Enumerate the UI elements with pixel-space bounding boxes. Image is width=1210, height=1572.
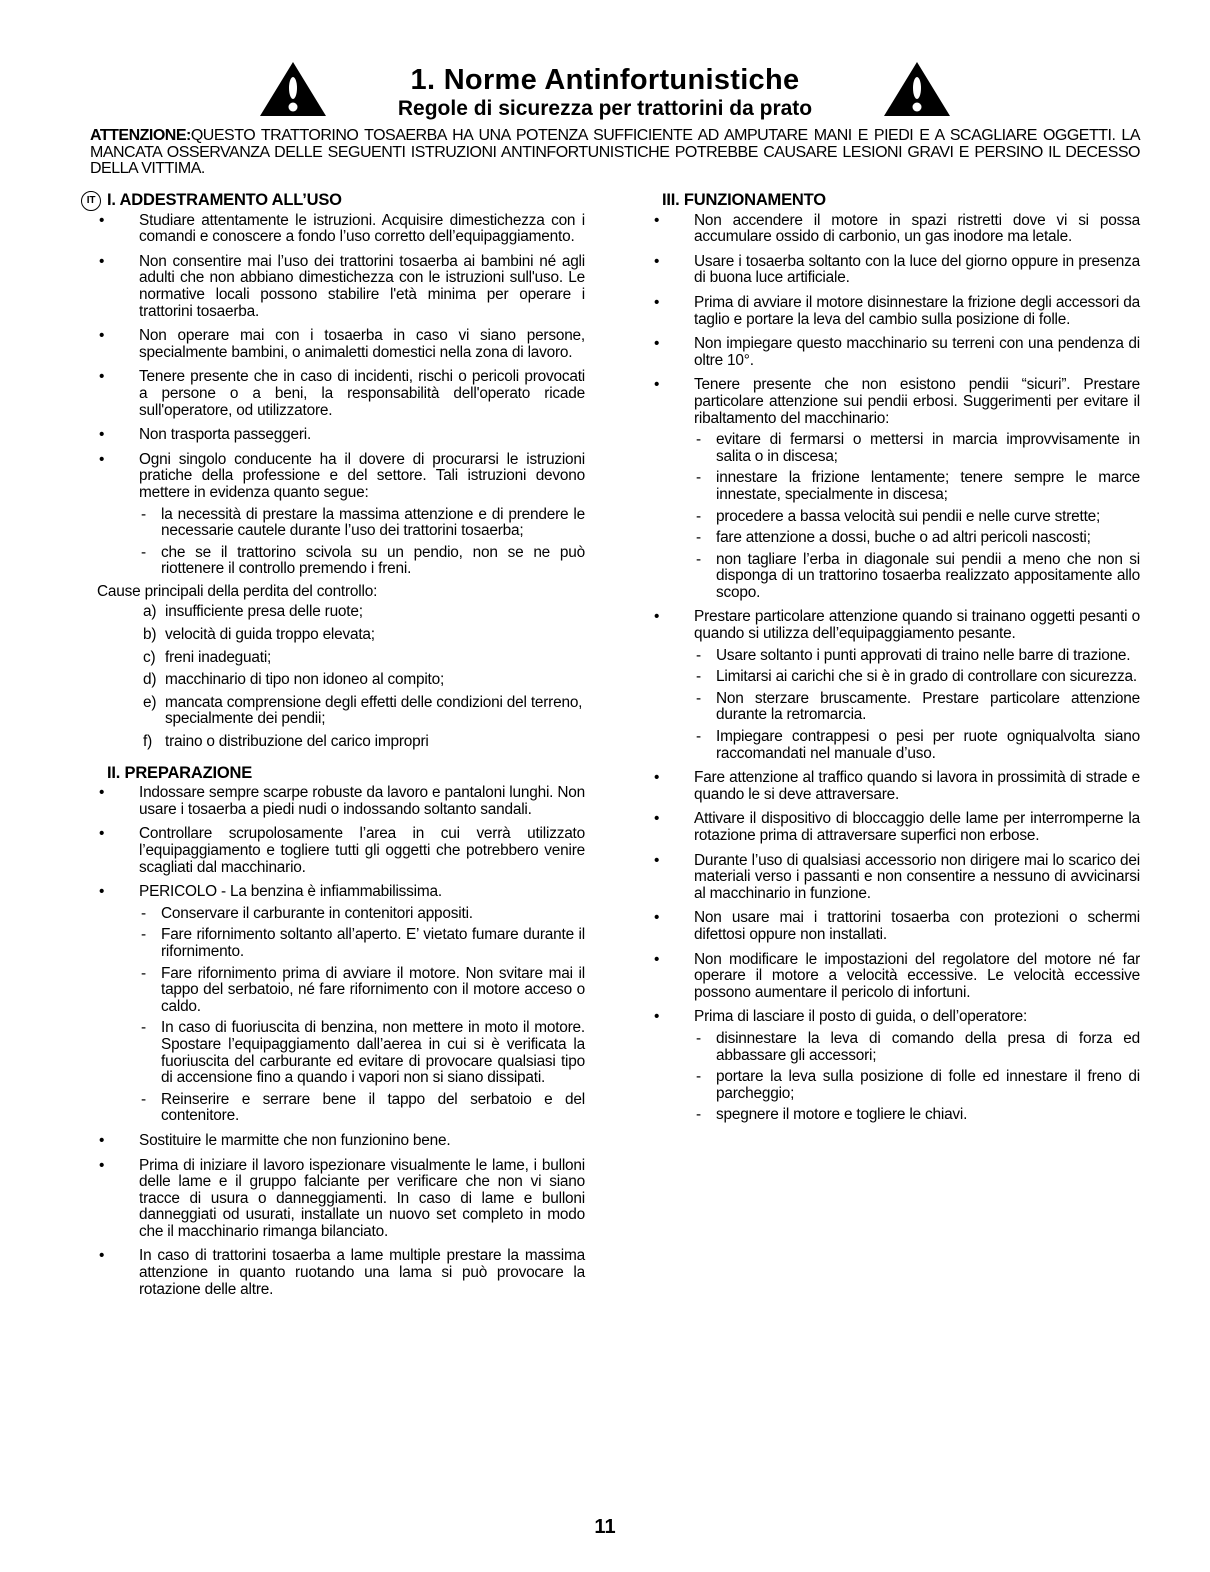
- bullet-item: [652, 377, 1140, 427]
- sub-item-text: disinnestare la leva di comando della presa di forza ed abbassare gli accessori;: [716, 1029, 1140, 1064]
- bullet-item-text: Fare attenzione al traffico quando si lavora in prossimità di strade e quando le si deve attraversare.: [694, 769, 1140, 803]
- bullet-item: [652, 254, 1140, 287]
- bullet-icon: •: [99, 426, 105, 444]
- bullet-item: [652, 1009, 1140, 1026]
- dash-icon: -: [696, 550, 701, 568]
- bullet-item-text: In caso di trattorini tosaerba a lame multiple prestare la massima attenzione in quanto ruotando una lama si può provocare la rotazione delle altre.: [139, 1247, 585, 1298]
- lettered-item: [97, 695, 585, 728]
- bullet-item: [97, 328, 585, 361]
- sub-item: [652, 1069, 1140, 1102]
- bullet-item: [652, 213, 1140, 246]
- bullet-item: [652, 811, 1140, 844]
- sub-item: [652, 1107, 1140, 1124]
- bullet-item-text: Controllare scrupolosamente l’area in cui verrà utilizzato l’equipaggiamento e togliere tutti gli oggetti che potrebbero venire scagliati dal macchinario.: [139, 825, 585, 876]
- attention-label: ATTENZIONE:: [90, 127, 191, 144]
- bullet-item-text: Non operare mai con i tosaerba in caso vi siano persone, specialmente bambini, o animaletti domestici nella zona di lavoro.: [139, 327, 585, 361]
- bullet-item-text: Prima di iniziare il lavoro ispezionare visualmente le lame, i bulloni delle lame e il gruppo falciante per verificare che non vi siano tracce di usura o danneggiamenti. In caso di lame e bulloni danneggiati od usurati, installate un nuovo set completo in modo che il macchinario rimanga bilanciato.: [139, 1156, 585, 1240]
- bullet-icon: •: [654, 769, 660, 787]
- bullet-icon: •: [654, 211, 660, 229]
- bullet-item-text: Durante l’uso di qualsiasi accessorio non dirigere mai lo scarico dei materiali verso i passanti e non consentire a nessuno di avvicinarsi al macchinario in funzione.: [694, 851, 1140, 902]
- bullet-item-text: Usare i tosaerba soltanto con la luce del giorno oppure in presenza di buona luce artificiale.: [694, 252, 1140, 287]
- sub-item-text: la necessità di prestare la massima attenzione e di prendere le necessarie cautele durante l’uso dei trattorini tosaerba;: [161, 505, 585, 540]
- dash-icon: -: [141, 964, 146, 982]
- language-badge: IT: [81, 191, 101, 211]
- bullet-item-text: Tenere presente che in caso di incidenti, rischi o pericoli provocati a persone o a beni, la responsabilità dell'operato ricade sull'operatore, od utilizzatore.: [139, 368, 585, 419]
- bullet-icon: •: [99, 1131, 105, 1149]
- bullet-item-text: Ogni singolo conducente ha il dovere di procurarsi le istruzioni pratiche della professione e del settore. Tali istruzioni devono mettere in evidenza quanto segue:: [139, 450, 585, 501]
- sub-item-text: che se il trattorino scivola su un pendio, non se ne può riottenere il controllo premendo i freni.: [161, 543, 585, 578]
- bullet-item: [97, 452, 585, 502]
- item-letter: b): [143, 626, 157, 644]
- bullet-item-text: Indossare sempre scarpe robuste da lavoro e pantaloni lunghi. Non usare i tosaerba a piedi nudi o indossando soltanto sandali.: [139, 784, 585, 818]
- bullet-item: [652, 295, 1140, 328]
- lettered-item: [97, 627, 585, 644]
- dash-icon: -: [141, 543, 146, 561]
- bullet-icon: •: [654, 608, 660, 626]
- bullet-icon: •: [654, 1008, 660, 1026]
- bullet-item: [652, 770, 1140, 803]
- sub-item-text: portare la leva sulla posizione di folle ed innestare il freno di parcheggio;: [716, 1068, 1140, 1102]
- bullet-item: [97, 1133, 585, 1150]
- section-heading: [107, 765, 585, 782]
- page-subtitle: Regole di sicurezza per trattorini da prato: [397, 97, 813, 120]
- section-heading-text: I. ADDESTRAMENTO ALL’USO: [107, 191, 342, 209]
- bullet-item-text: Non consentire mai l’uso dei trattorini tosaerba ai bambini né agli adulti che non abbiano dimestichezza con le istruzioni sull'uso. Le normative locali possono stabilire l'età minima per operare i trattorini tosaerba.: [139, 252, 585, 320]
- sub-item: [652, 470, 1140, 503]
- lettered-item-text: macchinario di tipo non idoneo al compito;: [165, 671, 445, 689]
- dash-icon: -: [696, 1106, 701, 1124]
- bullet-icon: •: [654, 810, 660, 828]
- lettered-item: [97, 650, 585, 667]
- sub-item-text: fare attenzione a dossi, buche o ad altri pericoli nascosti;: [716, 529, 1091, 547]
- bullet-item: [97, 369, 585, 419]
- attention-text: QUESTO TRATTORINO TOSAERBA HA UNA POTENZA SUFFICIENTE AD AMPUTARE MANI E PIEDI E A SCAGLIARE OGGETTI. LA MANCATA OSSERVANZA DELLE SEGUENTI ISTRUZIONI ANTINFORTUNISTICHE POTREBBE CAUSARE LESIONI GRAVI E PERSINO IL DECESSO DELLA VITTIMA.: [90, 127, 1140, 177]
- bullet-item: [97, 826, 585, 876]
- sub-item-text: innestare la frizione lentamente; tenere sempre le marce innestate, specialmente in discesa;: [716, 469, 1140, 503]
- bullet-icon: •: [654, 950, 660, 968]
- right-column: [652, 192, 1140, 1132]
- dash-icon: -: [696, 1029, 701, 1047]
- dash-icon: -: [141, 904, 146, 922]
- dash-icon: -: [696, 431, 701, 449]
- bullet-item: [652, 609, 1140, 642]
- bullet-item: [97, 785, 585, 818]
- bullet-item: [97, 1158, 585, 1241]
- bullet-icon: •: [654, 335, 660, 353]
- dash-icon: -: [696, 1068, 701, 1086]
- bullet-icon: •: [654, 851, 660, 869]
- sub-item: [97, 507, 585, 540]
- bullet-icon: •: [654, 909, 660, 927]
- bullet-item: [652, 910, 1140, 943]
- page-number: 11: [594, 1516, 616, 1538]
- bullet-item-text: Non usare mai i trattorini tosaerba con protezioni o schermi difettosi oppure non installati.: [694, 909, 1140, 943]
- bullet-item-text: Prestare particolare attenzione quando si trainano oggetti pesanti o quando si utilizza dell’equipaggiamento pesante.: [694, 608, 1140, 643]
- lettered-item: [97, 734, 585, 751]
- sub-item-text: procedere a bassa velocità sui pendii e nelle curve strette;: [716, 507, 1101, 525]
- bullet-icon: •: [99, 825, 105, 843]
- sub-item: [652, 648, 1140, 665]
- sub-item: [652, 509, 1140, 526]
- dash-icon: -: [696, 728, 701, 746]
- bullet-item: [97, 1248, 585, 1298]
- bullet-item-text: Tenere presente che non esistono pendii “sicuri”. Prestare particolare attenzione sui pendii erbosi. Suggerimenti per evitare il ribaltamento del macchinario:: [694, 376, 1140, 427]
- dash-icon: -: [141, 1090, 146, 1108]
- sub-item: [97, 1092, 585, 1125]
- bullet-icon: •: [654, 293, 660, 311]
- sub-item-text: spegnere il motore e togliere le chiavi.: [716, 1106, 968, 1124]
- sub-item-text: Impiegare contrappesi o pesi per ruote ogniqualvolta siano raccomandati nel manuale d’uso.: [716, 728, 1140, 762]
- sub-item-text: Non sterzare bruscamente. Prestare particolare attenzione durante la retromarcia.: [716, 689, 1140, 724]
- bullet-item: [652, 853, 1140, 903]
- left-column: [86, 191, 585, 1306]
- section-heading-text: II. PREPARAZIONE: [107, 763, 253, 782]
- bullet-item: [97, 884, 585, 901]
- sub-item: [652, 729, 1140, 762]
- sub-item-text: Limitarsi ai carichi che si è in grado di controllare con sicurezza.: [716, 668, 1137, 686]
- bullet-item-text: Studiare attentamente le istruzioni. Acquisire dimestichezza con i comandi e conoscere a fondo l’uso corretto dell’equipaggiamento.: [139, 211, 585, 246]
- dash-icon: -: [696, 689, 701, 707]
- lettered-item-text: traino o distribuzione del carico impropri: [165, 733, 429, 751]
- sub-item: [652, 530, 1140, 547]
- paragraph: Cause principali della perdita del controllo:: [97, 582, 378, 600]
- bullet-icon: •: [99, 1247, 105, 1265]
- sub-item: [97, 927, 585, 960]
- sub-item: [652, 1031, 1140, 1064]
- lettered-item-text: insufficiente presa delle ruote;: [165, 603, 363, 621]
- lettered-item-text: mancata comprensione degli effetti delle condizioni del terreno, specialmente dei pendii;: [165, 693, 583, 728]
- bullet-item-text: PERICOLO - La benzina è infiammabilissima.: [139, 883, 442, 901]
- bullet-icon: •: [99, 883, 105, 901]
- dash-icon: -: [696, 507, 701, 525]
- sub-item-text: Reinserire e serrare bene il tappo del serbatoio e del contenitore.: [161, 1090, 585, 1125]
- section-heading: [662, 192, 1140, 209]
- bullet-item-text: Prima di avviare il motore disinnestare la frizione degli accessori da taglio e portare la leva del cambio sulla posizione di folle.: [694, 293, 1140, 328]
- sub-item-text: non tagliare l’erba in diagonale sui pendii a meno che non si disponga di un trattorino tosaerba realizzato appositamente allo scopo.: [716, 550, 1140, 601]
- lettered-item: [97, 672, 585, 689]
- attention-notice: [90, 128, 1140, 178]
- sub-item: [652, 432, 1140, 465]
- dash-icon: -: [696, 529, 701, 547]
- dash-icon: -: [696, 469, 701, 487]
- dash-icon: -: [141, 926, 146, 944]
- bullet-icon: •: [99, 211, 105, 229]
- bullet-item: [97, 213, 585, 246]
- section-heading: [86, 191, 585, 209]
- sub-item: [652, 691, 1140, 724]
- lettered-item-text: velocità di guida troppo elevata;: [165, 626, 375, 644]
- bullet-item-text: Non modificare le impostazioni del regolatore del motore né far operare il motore a velocità eccessive. Le velocità eccessive possono aumentare il pericolo di infortuni.: [694, 950, 1140, 1001]
- bullet-item-text: Sostituire le marmitte che non funzionino bene.: [139, 1131, 451, 1149]
- bullet-item: [97, 427, 585, 444]
- bullet-item: [652, 952, 1140, 1002]
- page-title: 1. Norme Antinfortunistiche: [410, 64, 800, 96]
- bullet-item: [652, 336, 1140, 369]
- item-letter: a): [143, 603, 157, 621]
- sub-item: [97, 1020, 585, 1086]
- bullet-icon: •: [654, 376, 660, 394]
- bullet-icon: •: [99, 784, 105, 802]
- sub-item-text: In caso di fuoriuscita di benzina, non mettere in moto il motore. Spostare l’equipaggiamento dall’aerea in cui si è verificata la fuoriuscita del carburante ed evitare di provocare qualsiasi tipo di accensione fino a quando i vapori non si siano dissipati.: [161, 1019, 585, 1087]
- sub-item-text: Usare soltanto i punti approvati di traino nelle barre di trazione.: [716, 646, 1131, 664]
- dash-icon: -: [696, 668, 701, 686]
- sub-item: [652, 552, 1140, 602]
- bullet-item-text: Non impiegare questo macchinario su terreni con una pendenza di oltre 10°.: [694, 335, 1140, 369]
- sub-item-text: Fare rifornimento soltanto all’aperto. E’ vietato fumare durante il rifornimento.: [161, 926, 585, 960]
- bullet-item-text: Attivare il dispositivo di bloccaggio delle lame per interromperne la rotazione prima di attraversare superfici non erbose.: [694, 810, 1140, 844]
- item-letter: f): [143, 733, 153, 751]
- bullet-icon: •: [99, 1156, 105, 1174]
- bullet-icon: •: [99, 327, 105, 345]
- sub-item: [97, 906, 585, 923]
- bullet-icon: •: [99, 252, 105, 270]
- dash-icon: -: [141, 505, 146, 523]
- item-letter: d): [143, 671, 157, 689]
- section-heading-text: III. FUNZIONAMENTO: [662, 191, 826, 209]
- bullet-icon: •: [99, 368, 105, 386]
- bullet-item-text: Non accendere il motore in spazi ristretti dove vi si possa accumulare ossido di carbonio, un gas inodore ma letale.: [694, 211, 1140, 246]
- bullet-item: [97, 254, 585, 320]
- sub-item-text: Fare rifornimento prima di avviare il motore. Non svitare mai il tappo del serbatoio, né fare rifornimento con il motore acceso o caldo.: [161, 964, 585, 1015]
- lettered-item-text: freni inadeguati;: [165, 648, 272, 666]
- sub-item: [97, 545, 585, 578]
- sub-item-text: evitare di fermarsi o mettersi in marcia improvvisamente in salita o in discesa;: [716, 431, 1140, 465]
- item-letter: e): [143, 693, 157, 711]
- sub-item: [652, 669, 1140, 686]
- bullet-item-text: Prima di lasciare il posto di guida, o dell’operatore:: [694, 1008, 1028, 1026]
- sub-item: [97, 966, 585, 1016]
- lettered-item: [97, 604, 585, 621]
- bullet-item-text: Non trasporta passeggeri.: [139, 426, 312, 444]
- dash-icon: -: [141, 1019, 146, 1037]
- item-letter: c): [143, 648, 156, 666]
- bullet-icon: •: [99, 450, 105, 468]
- dash-icon: -: [696, 646, 701, 664]
- bullet-icon: •: [654, 252, 660, 270]
- sub-item-text: Conservare il carburante in contenitori appositi.: [161, 904, 473, 922]
